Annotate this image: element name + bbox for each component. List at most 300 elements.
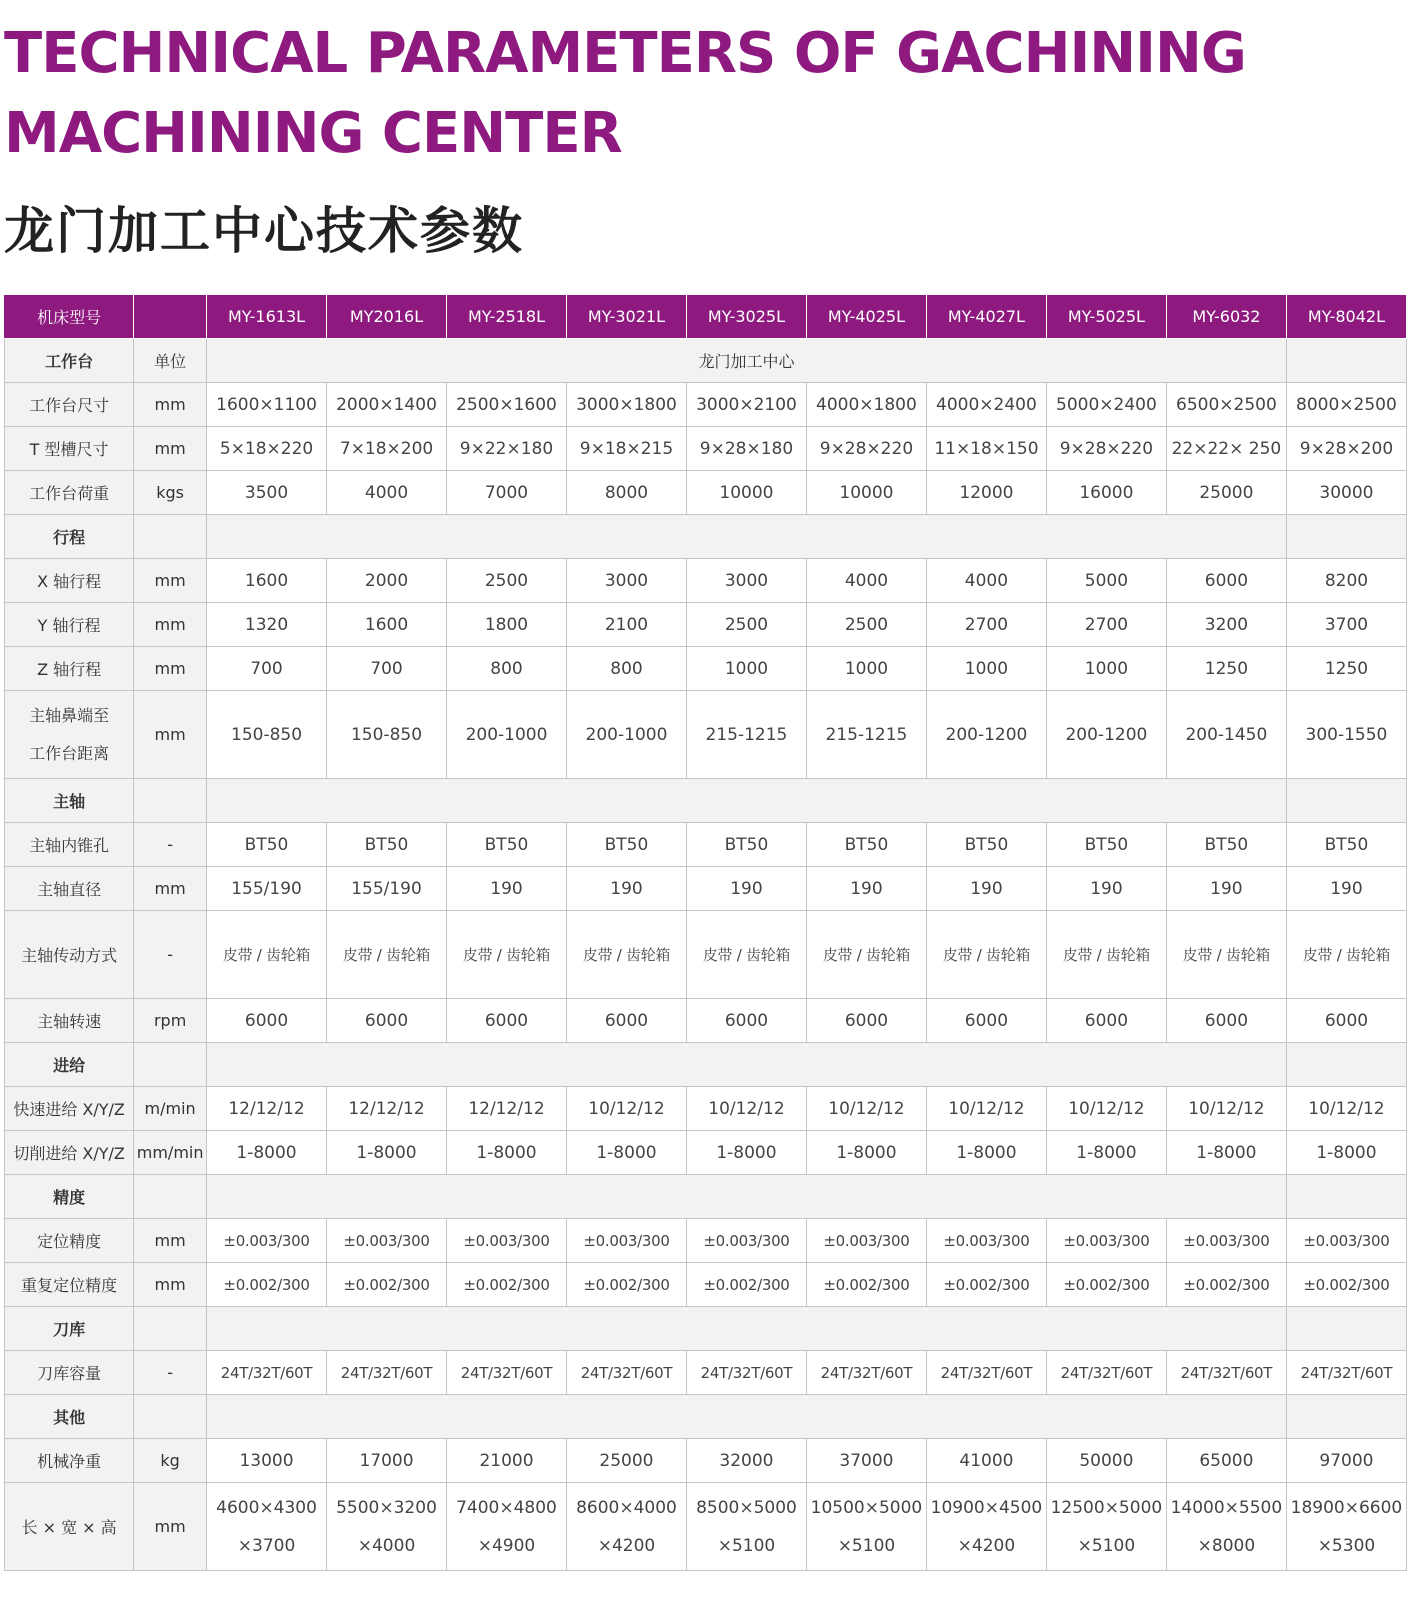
row-label: Z 轴行程 <box>5 647 134 691</box>
section-blank <box>1286 1043 1406 1087</box>
value-cell: 24T/32T/60T <box>926 1351 1046 1395</box>
dimension-line1: 4600×4300 <box>216 1497 317 1518</box>
value-cell <box>327 1483 447 1571</box>
value-cell <box>207 1483 327 1571</box>
section-row-table <box>5 339 1407 383</box>
section-span-blank <box>207 1307 1287 1351</box>
value-cell: ±0.002/300 <box>806 1263 926 1307</box>
value-cell: 5×18×220 <box>207 427 327 471</box>
row-label: 主轴直径 <box>5 867 134 911</box>
value-cell: 37000 <box>806 1439 926 1483</box>
value-cell: 10/12/12 <box>686 1087 806 1131</box>
value-cell: 5000×2400 <box>1046 383 1166 427</box>
value-cell: 1-8000 <box>447 1131 567 1175</box>
table-row <box>5 471 1407 515</box>
value-cell: 32000 <box>686 1439 806 1483</box>
value-cell: 1000 <box>926 647 1046 691</box>
value-cell: 皮带 / 齿轮箱 <box>1046 911 1166 999</box>
model-header: MY-4027L <box>926 295 1046 339</box>
value-cell: 9×28×180 <box>686 427 806 471</box>
dimension-line1: 18900×6600 <box>1290 1497 1403 1518</box>
value-cell: 25000 <box>566 1439 686 1483</box>
value-cell: 190 <box>926 867 1046 911</box>
section-row-toolmag <box>5 1307 1407 1351</box>
table-row <box>5 823 1407 867</box>
value-cell: 155/190 <box>327 867 447 911</box>
value-cell: ±0.002/300 <box>566 1263 686 1307</box>
table-row <box>5 1483 1407 1571</box>
section-label: 行程 <box>5 515 134 559</box>
unit-header: 单位 <box>134 339 207 383</box>
value-cell: 17000 <box>327 1439 447 1483</box>
value-cell: 24T/32T/60T <box>447 1351 567 1395</box>
row-unit: mm <box>134 1219 207 1263</box>
row-label: 切削进给 X/Y/Z <box>5 1131 134 1175</box>
row-unit: mm <box>134 427 207 471</box>
dimension-line2: ×4000 <box>357 1535 416 1556</box>
value-cell: 1250 <box>1286 647 1406 691</box>
value-cell: 6000 <box>926 999 1046 1043</box>
value-cell: BT50 <box>447 823 567 867</box>
table-row <box>5 691 1407 779</box>
value-cell: 1-8000 <box>566 1131 686 1175</box>
table-row <box>5 911 1407 999</box>
row-unit: mm <box>134 1483 207 1571</box>
model-header: MY-8042L <box>1286 295 1406 339</box>
section-unit-blank <box>134 515 207 559</box>
value-cell: 1-8000 <box>806 1131 926 1175</box>
value-cell: 9×28×220 <box>806 427 926 471</box>
value-cell: 12/12/12 <box>207 1087 327 1131</box>
value-cell: 9×28×220 <box>1046 427 1166 471</box>
row-label: 重复定位精度 <box>5 1263 134 1307</box>
value-cell: 1250 <box>1166 647 1286 691</box>
value-cell: 1600 <box>207 559 327 603</box>
model-header: MY-4025L <box>806 295 926 339</box>
row-label: 机械净重 <box>5 1439 134 1483</box>
dimension-line2: ×8000 <box>1197 1535 1256 1556</box>
value-cell: 2500 <box>806 603 926 647</box>
row-label: Y 轴行程 <box>5 603 134 647</box>
value-cell: ±0.002/300 <box>926 1263 1046 1307</box>
value-cell: 3000 <box>566 559 686 603</box>
section-unit-blank <box>134 1175 207 1219</box>
dimension-line1: 8600×4000 <box>576 1497 677 1518</box>
table-row <box>5 427 1407 471</box>
value-cell: 190 <box>686 867 806 911</box>
section-row-feed <box>5 1043 1407 1087</box>
value-cell: 皮带 / 齿轮箱 <box>447 911 567 999</box>
value-cell: 2100 <box>566 603 686 647</box>
value-cell: ±0.003/300 <box>1166 1219 1286 1263</box>
value-cell <box>1286 1483 1406 1571</box>
value-cell: 皮带 / 齿轮箱 <box>926 911 1046 999</box>
value-cell: 1800 <box>447 603 567 647</box>
value-cell: 皮带 / 齿轮箱 <box>207 911 327 999</box>
section-unit-blank <box>134 1395 207 1439</box>
value-cell: BT50 <box>207 823 327 867</box>
value-cell: 3000×2100 <box>686 383 806 427</box>
value-cell: 6000 <box>1166 999 1286 1043</box>
value-cell: 22×22× 250 <box>1166 427 1286 471</box>
value-cell: 6000 <box>566 999 686 1043</box>
value-cell: BT50 <box>806 823 926 867</box>
value-cell: 800 <box>447 647 567 691</box>
dimension-line2: ×4900 <box>477 1535 536 1556</box>
row-unit: mm <box>134 559 207 603</box>
value-cell: 190 <box>1046 867 1166 911</box>
value-cell: 4000 <box>806 559 926 603</box>
value-cell: 7000 <box>447 471 567 515</box>
header-label: 机床型号 <box>5 295 134 339</box>
value-cell: ±0.003/300 <box>1046 1219 1166 1263</box>
table-row <box>5 1219 1407 1263</box>
value-cell: 700 <box>327 647 447 691</box>
model-header: MY2016L <box>327 295 447 339</box>
table-row <box>5 559 1407 603</box>
row-unit: kgs <box>134 471 207 515</box>
section-span-blank <box>207 515 1287 559</box>
value-cell: 6000 <box>1046 999 1166 1043</box>
value-cell: 30000 <box>1286 471 1406 515</box>
value-cell: 2000 <box>327 559 447 603</box>
value-cell: 皮带 / 齿轮箱 <box>1286 911 1406 999</box>
value-cell <box>566 1483 686 1571</box>
value-cell <box>926 1483 1046 1571</box>
value-cell: 皮带 / 齿轮箱 <box>686 911 806 999</box>
row-unit: - <box>134 1351 207 1395</box>
value-cell: 2700 <box>1046 603 1166 647</box>
section-blank <box>1286 339 1406 383</box>
value-cell: 1000 <box>1046 647 1166 691</box>
value-cell: 6000 <box>207 999 327 1043</box>
value-cell: 1-8000 <box>926 1131 1046 1175</box>
row-unit: mm <box>134 603 207 647</box>
value-cell: 24T/32T/60T <box>1286 1351 1406 1395</box>
value-cell <box>1166 1483 1286 1571</box>
value-cell: 215-1215 <box>686 691 806 779</box>
section-label: 刀库 <box>5 1307 134 1351</box>
section-unit-blank <box>134 1043 207 1087</box>
value-cell: 700 <box>207 647 327 691</box>
value-cell: 皮带 / 齿轮箱 <box>566 911 686 999</box>
section-unit-blank <box>134 1307 207 1351</box>
value-cell: 2500×1600 <box>447 383 567 427</box>
section-span-blank <box>207 1395 1287 1439</box>
header-unit-blank <box>134 295 207 339</box>
value-cell: 6000 <box>447 999 567 1043</box>
value-cell: BT50 <box>686 823 806 867</box>
dimension-line2: ×4200 <box>957 1535 1016 1556</box>
row-unit: mm <box>134 1263 207 1307</box>
value-cell: 1000 <box>686 647 806 691</box>
value-cell: BT50 <box>926 823 1046 867</box>
table-row <box>5 603 1407 647</box>
section-blank <box>1286 779 1406 823</box>
value-cell: 1-8000 <box>327 1131 447 1175</box>
value-cell: 3000 <box>686 559 806 603</box>
value-cell: 6000 <box>1286 999 1406 1043</box>
row-unit: mm <box>134 867 207 911</box>
value-cell: 10/12/12 <box>1166 1087 1286 1131</box>
table-row <box>5 1351 1407 1395</box>
value-cell: 6000 <box>686 999 806 1043</box>
value-cell: 24T/32T/60T <box>686 1351 806 1395</box>
model-header: MY-3021L <box>566 295 686 339</box>
value-cell: 8000×2500 <box>1286 383 1406 427</box>
row-unit: mm <box>134 647 207 691</box>
value-cell: 12/12/12 <box>327 1087 447 1131</box>
section-label: 主轴 <box>5 779 134 823</box>
table-row <box>5 1131 1407 1175</box>
dimension-line1: 12500×5000 <box>1050 1497 1163 1518</box>
value-cell: 215-1215 <box>806 691 926 779</box>
value-cell: 4000×1800 <box>806 383 926 427</box>
value-cell: 24T/32T/60T <box>1046 1351 1166 1395</box>
model-header: MY-2518L <box>447 295 567 339</box>
value-cell: 1-8000 <box>1166 1131 1286 1175</box>
value-cell: 3000×1800 <box>566 383 686 427</box>
value-cell: 1320 <box>207 603 327 647</box>
dimension-line2: ×5300 <box>1317 1535 1376 1556</box>
value-cell: 10/12/12 <box>1046 1087 1166 1131</box>
row-label: 长 × 宽 × 高 <box>5 1483 134 1571</box>
row-unit: mm <box>134 691 207 779</box>
page-title-en <box>4 14 1246 174</box>
value-cell: BT50 <box>1046 823 1166 867</box>
row-unit: mm/min <box>134 1131 207 1175</box>
value-cell: 190 <box>806 867 926 911</box>
row-label-line1: 主轴鼻端至 <box>29 705 110 725</box>
value-cell: 10/12/12 <box>566 1087 686 1131</box>
row-label: 快速进给 X/Y/Z <box>5 1087 134 1131</box>
dimension-line1: 8500×5000 <box>696 1497 797 1518</box>
row-label: T 型槽尺寸 <box>5 427 134 471</box>
row-unit: m/min <box>134 1087 207 1131</box>
dimension-line1: 10900×4500 <box>930 1497 1043 1518</box>
section-blank <box>1286 515 1406 559</box>
value-cell: ±0.003/300 <box>1286 1219 1406 1263</box>
value-cell: 2500 <box>447 559 567 603</box>
section-label: 精度 <box>5 1175 134 1219</box>
value-cell: BT50 <box>566 823 686 867</box>
row-label: 刀库容量 <box>5 1351 134 1395</box>
dimension-line1: 10500×5000 <box>810 1497 923 1518</box>
value-cell: 11×18×150 <box>926 427 1046 471</box>
value-cell: 5000 <box>1046 559 1166 603</box>
value-cell: BT50 <box>1166 823 1286 867</box>
value-cell: 3700 <box>1286 603 1406 647</box>
section-span-blank <box>207 1175 1287 1219</box>
model-header: MY-3025L <box>686 295 806 339</box>
value-cell: 9×28×200 <box>1286 427 1406 471</box>
value-cell: 6000 <box>327 999 447 1043</box>
value-cell: 24T/32T/60T <box>566 1351 686 1395</box>
dimension-line1: 5500×3200 <box>336 1497 437 1518</box>
row-unit: - <box>134 911 207 999</box>
value-cell: 1-8000 <box>686 1131 806 1175</box>
table-row <box>5 999 1407 1043</box>
value-cell: 皮带 / 齿轮箱 <box>327 911 447 999</box>
value-cell: 皮带 / 齿轮箱 <box>806 911 926 999</box>
value-cell: 8000 <box>566 471 686 515</box>
row-label: 主轴内锥孔 <box>5 823 134 867</box>
value-cell: ±0.002/300 <box>1286 1263 1406 1307</box>
value-cell: 10000 <box>686 471 806 515</box>
row-unit: rpm <box>134 999 207 1043</box>
table-row <box>5 647 1407 691</box>
row-unit: kg <box>134 1439 207 1483</box>
table-row <box>5 383 1407 427</box>
value-cell: 6000 <box>806 999 926 1043</box>
value-cell: 3200 <box>1166 603 1286 647</box>
value-cell: 1-8000 <box>1286 1131 1406 1175</box>
value-cell: 1-8000 <box>207 1131 327 1175</box>
page-title-en-line2: MACHINING CENTER <box>4 101 622 166</box>
dimension-line2: ×5100 <box>717 1535 776 1556</box>
value-cell: 4000 <box>926 559 1046 603</box>
table-row <box>5 867 1407 911</box>
row-label: 工作台尺寸 <box>5 383 134 427</box>
model-header: MY-5025L <box>1046 295 1166 339</box>
value-cell: ±0.002/300 <box>327 1263 447 1307</box>
value-cell <box>686 1483 806 1571</box>
value-cell: ±0.003/300 <box>327 1219 447 1263</box>
value-cell: 10/12/12 <box>1286 1087 1406 1131</box>
value-cell: 10/12/12 <box>806 1087 926 1131</box>
section-row-other <box>5 1395 1407 1439</box>
value-cell: 2500 <box>686 603 806 647</box>
value-cell: 200-1200 <box>926 691 1046 779</box>
value-cell: 4000 <box>327 471 447 515</box>
row-label: 主轴转速 <box>5 999 134 1043</box>
value-cell: 1-8000 <box>1046 1131 1166 1175</box>
value-cell: ±0.002/300 <box>447 1263 567 1307</box>
page-title-cn: 龙门加工中心技术参数 <box>4 202 524 260</box>
row-unit: mm <box>134 383 207 427</box>
value-cell: 7×18×200 <box>327 427 447 471</box>
value-cell: 800 <box>566 647 686 691</box>
section-blank <box>1286 1395 1406 1439</box>
value-cell: 190 <box>1166 867 1286 911</box>
value-cell: 50000 <box>1046 1439 1166 1483</box>
table-row <box>5 1263 1407 1307</box>
value-cell <box>1046 1483 1166 1571</box>
section-span-blank <box>207 779 1287 823</box>
value-cell: 2700 <box>926 603 1046 647</box>
value-cell: 24T/32T/60T <box>806 1351 926 1395</box>
dimension-line1: 7400×4800 <box>456 1497 557 1518</box>
value-cell: 155/190 <box>207 867 327 911</box>
value-cell: 4000×2400 <box>926 383 1046 427</box>
value-cell: ±0.003/300 <box>566 1219 686 1263</box>
header-row <box>5 295 1407 339</box>
row-label-line2: 工作台距离 <box>29 743 110 763</box>
value-cell: ±0.002/300 <box>1046 1263 1166 1307</box>
value-cell: 1600 <box>327 603 447 647</box>
value-cell: 2000×1400 <box>327 383 447 427</box>
section-label: 工作台 <box>5 339 134 383</box>
value-cell: 8200 <box>1286 559 1406 603</box>
value-cell: ±0.003/300 <box>207 1219 327 1263</box>
value-cell: BT50 <box>1286 823 1406 867</box>
section-label: 其他 <box>5 1395 134 1439</box>
value-cell: 24T/32T/60T <box>1166 1351 1286 1395</box>
section-row-accuracy <box>5 1175 1407 1219</box>
value-cell: 12/12/12 <box>447 1087 567 1131</box>
dimension-line2: ×4200 <box>597 1535 656 1556</box>
model-header: MY-6032 <box>1166 295 1286 339</box>
row-unit: - <box>134 823 207 867</box>
value-cell: 3500 <box>207 471 327 515</box>
dimension-line1: 14000×5500 <box>1170 1497 1283 1518</box>
section-unit-blank <box>134 779 207 823</box>
value-cell: 皮带 / 齿轮箱 <box>1166 911 1286 999</box>
page-title-en-line1: TECHNICAL PARAMETERS OF GACHINING <box>4 21 1246 86</box>
section-span-blank <box>207 1043 1287 1087</box>
value-cell: ±0.002/300 <box>686 1263 806 1307</box>
value-cell: 200-1450 <box>1166 691 1286 779</box>
value-cell: 200-1200 <box>1046 691 1166 779</box>
value-cell: 200-1000 <box>447 691 567 779</box>
value-cell: ±0.003/300 <box>926 1219 1046 1263</box>
value-cell: ±0.003/300 <box>806 1219 926 1263</box>
value-cell: 150-850 <box>207 691 327 779</box>
row-label: 工作台荷重 <box>5 471 134 515</box>
value-cell: 16000 <box>1046 471 1166 515</box>
category-label: 龙门加工中心 <box>207 339 1287 383</box>
value-cell: ±0.002/300 <box>1166 1263 1286 1307</box>
value-cell: 150-850 <box>327 691 447 779</box>
value-cell: 13000 <box>207 1439 327 1483</box>
table-row <box>5 1439 1407 1483</box>
value-cell: BT50 <box>327 823 447 867</box>
row-label: X 轴行程 <box>5 559 134 603</box>
section-label: 进给 <box>5 1043 134 1087</box>
value-cell: 21000 <box>447 1439 567 1483</box>
dimension-line2: ×3700 <box>237 1535 296 1556</box>
value-cell: 1600×1100 <box>207 383 327 427</box>
value-cell: ±0.003/300 <box>447 1219 567 1263</box>
row-label: 定位精度 <box>5 1219 134 1263</box>
table-row <box>5 1087 1407 1131</box>
value-cell: 190 <box>566 867 686 911</box>
value-cell: 41000 <box>926 1439 1046 1483</box>
value-cell: 10000 <box>806 471 926 515</box>
value-cell: ±0.002/300 <box>207 1263 327 1307</box>
dimension-line2: ×5100 <box>837 1535 896 1556</box>
model-header: MY-1613L <box>207 295 327 339</box>
value-cell: 24T/32T/60T <box>207 1351 327 1395</box>
value-cell: 65000 <box>1166 1439 1286 1483</box>
value-cell: 300-1550 <box>1286 691 1406 779</box>
section-row-travel <box>5 515 1407 559</box>
value-cell: 97000 <box>1286 1439 1406 1483</box>
value-cell: 1000 <box>806 647 926 691</box>
value-cell: 25000 <box>1166 471 1286 515</box>
section-row-spindle <box>5 779 1407 823</box>
value-cell: 6000 <box>1166 559 1286 603</box>
row-label <box>5 691 134 779</box>
value-cell: 9×18×215 <box>566 427 686 471</box>
spec-table <box>4 294 1407 1571</box>
value-cell: 6500×2500 <box>1166 383 1286 427</box>
value-cell: 200-1000 <box>566 691 686 779</box>
value-cell: 10/12/12 <box>926 1087 1046 1131</box>
section-blank <box>1286 1307 1406 1351</box>
value-cell: 9×22×180 <box>447 427 567 471</box>
value-cell: 12000 <box>926 471 1046 515</box>
